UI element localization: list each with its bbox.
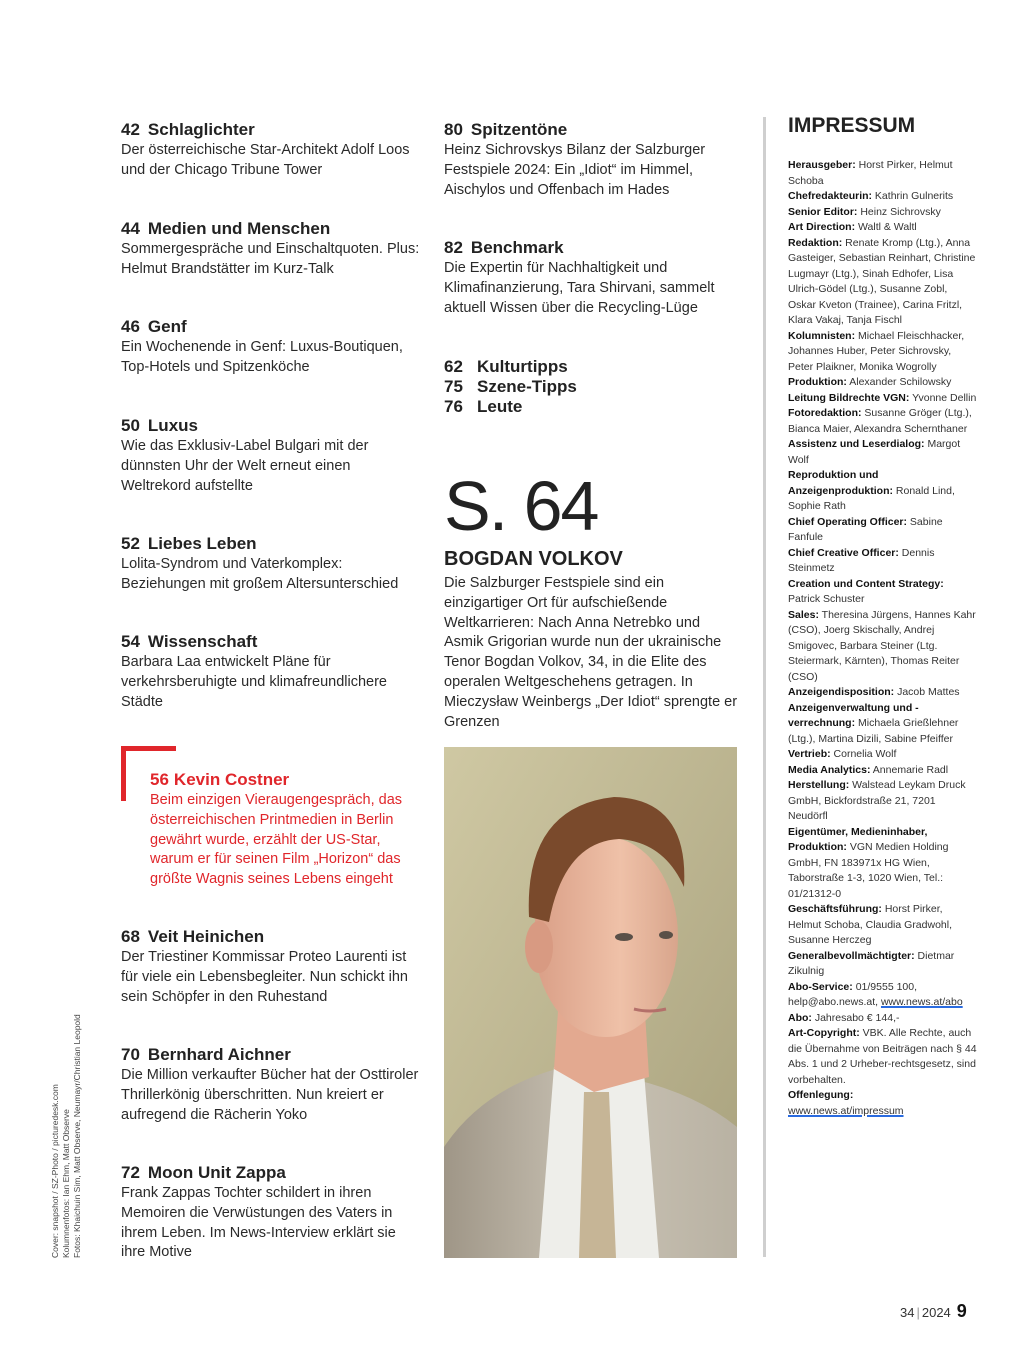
toc-page-number: 68 xyxy=(121,927,140,946)
toc-page-number: 70 xyxy=(121,1045,140,1064)
toc-title: Genf xyxy=(147,317,187,336)
impressum-item: Herstellung: Walstead Leykam Druck GmbH, Bickfordstraße 21, 7201 Neudörfl xyxy=(788,779,966,822)
toc-entry-highlighted[interactable] xyxy=(150,769,425,890)
toc-teaser: Die Million verkaufter Bücher hat der Osttiroler Thrillerkönig überschritten. Nun kreiert er aufregend die Rächerin Yoko xyxy=(121,1067,419,1123)
toc-entry[interactable] xyxy=(121,218,421,280)
impressum-item: Eigentümer, Medieninhaber, Produktion: VGN Medien Holding GmbH, FN 183971x HG Wien, Taborstraße 1-3, 1020 Wien, Tel.: 01/21312-0 xyxy=(788,825,949,900)
feature-page-number: S. 64 xyxy=(444,467,598,545)
toc-title: Moon Unit Zappa xyxy=(147,1163,286,1182)
toc-page-number: 54 xyxy=(121,632,140,651)
toc-page-number: 82 xyxy=(444,238,463,257)
impressum-item: Kolumnisten: Michael Fleischhacker, Johannes Huber, Peter Sichrovsky, Peter Plaikner, Monika Wogrolly xyxy=(788,329,965,373)
impressum-item: Vertrieb: Cornelia Wolf xyxy=(788,748,897,760)
toc-page-number: 52 xyxy=(121,534,140,553)
abo-link[interactable]: www.news.at/abo xyxy=(880,996,963,1008)
tips-item[interactable]: 76 Leute xyxy=(444,397,523,416)
impressum-item: Reproduktion und Anzeigenproduktion: Ronald Lind, Sophie Rath xyxy=(788,469,955,512)
toc-entry[interactable] xyxy=(121,1162,421,1263)
impressum-item: Sales: Theresina Jürgens, Hannes Kahr (CSO), Joerg Skischally, Andrej Smigovec, Barbara Steiner (Ltg. Steiermark, Kärnten), Thomas Reiter (CSO) xyxy=(788,608,976,683)
toc-entry[interactable] xyxy=(121,1044,421,1125)
toc-page-number: 72 xyxy=(121,1163,140,1182)
toc-entry[interactable] xyxy=(121,316,421,378)
toc-title: Medien und Menschen xyxy=(147,219,331,238)
impressum-item: Redaktion: Renate Kromp (Ltg.), Anna Gasteiger, Sebastian Reinhart, Christine Lugmayr (Ltg.), Sinah Edhofer, Lisa Ulrich-Gödel (Ltg.), Susanne Zobl, Oskar Kveton (Trainee), Carina Fritzl, Klara Vakaj, Tanja Fischl xyxy=(788,236,976,326)
toc-entry[interactable] xyxy=(444,119,744,200)
toc-entry[interactable] xyxy=(444,237,744,318)
impressum-item: Abo-Service: 01/9555 100, help@abo.news.at, www.news.at/abo xyxy=(788,980,963,1008)
toc-teaser: Sommergespräche und Einschaltquoten. Plus: Helmut Brandstätter im Kurz-Talk xyxy=(121,241,420,277)
feature-portrait-photo xyxy=(444,747,737,1258)
toc-title: Luxus xyxy=(147,416,198,435)
toc-teaser: Lolita-Syndrom und Vaterkomplex: Beziehungen mit großem Altersunterschied xyxy=(121,556,399,592)
impressum-item: Herausgeber: Horst Pirker, Helmut Schoba xyxy=(788,159,953,187)
tips-item[interactable]: 62 Kulturtipps xyxy=(444,357,568,376)
impressum-item: Senior Editor: Heinz Sichrovsky xyxy=(788,205,941,218)
toc-page-number: 42 xyxy=(121,120,140,139)
toc-teaser: Barbara Laa entwickelt Pläne für verkehrsberuhigte und klimafreundlichere Städte xyxy=(121,654,387,710)
toc-teaser: Frank Zappas Tochter schildert in ihren Memoiren die Verwüstungen des Vaters in ihrem Leben. Im News-Interview erklärt sie ihre Motive xyxy=(121,1185,396,1261)
impressum-item: Fotoredaktion: Susanne Gröger (Ltg.), Bianca Maier, Alexandra Schernthaner xyxy=(788,407,972,435)
photo-credits: Cover: snapshot / SZ-Photo / picturedesk.com Kolumnenfotos: Ian Ehm, Matt Observe Fotos: Khaichuin Sim, Matt Observe, Neumayr/Christian Leopold xyxy=(50,1014,82,1258)
tips-item[interactable]: 75 Szene-Tipps xyxy=(444,377,577,396)
toc-page-number: 56 xyxy=(150,770,169,789)
toc-title: Schlaglichter xyxy=(147,120,255,139)
toc-page-number: 46 xyxy=(121,317,140,336)
page-folio: 34 | 2024 9 xyxy=(900,1301,967,1321)
impressum-item: Chief Creative Officer: Dennis Steinmetz xyxy=(788,546,935,574)
toc-entry[interactable] xyxy=(121,119,421,181)
impressum-item: Assistenz und Leserdialog: Margot Wolf xyxy=(788,438,961,466)
impressum-item: Produktion: Alexander Schilowsky xyxy=(788,376,952,388)
toc-teaser: Beim einzigen Vieraugengespräch, das österreichischen Printmedien in Berlin gewährt wurde, erzählt der US-Star, warum er für seinen Film „Horizon“ das größte Wagnis seines Lebens eingeht xyxy=(150,792,403,888)
impressum-item: Art Direction: Waltl & Waltl xyxy=(788,221,917,233)
toc-title: Veit Heinichen xyxy=(147,927,265,946)
impressum-item: Leitung Bildrechte VGN: Yvonne Dellin xyxy=(788,391,977,404)
toc-teaser: Wie das Exklusiv-Label Bulgari mit der dünnsten Uhr der Welt erneut einen Weltrekord aufstellte xyxy=(121,438,369,494)
toc-teaser: Heinz Sichrovskys Bilanz der Salzburger Festspiele 2024: Ein „Idiot“ im Himmel, Aischylos und Offenbach im Hades xyxy=(444,142,706,198)
impressum-body xyxy=(788,158,978,1119)
toc-entry[interactable] xyxy=(121,926,421,1007)
toc-teaser: Ein Wochenende in Genf: Luxus-Boutiquen, Top-Hotels und Spitzenköche xyxy=(121,339,403,375)
page-number: 9 xyxy=(956,1301,967,1321)
toc-entry[interactable] xyxy=(121,415,421,496)
toc-entry[interactable] xyxy=(121,533,421,595)
toc-teaser: Die Expertin für Nachhaltigkeit und Klimafinanzierung, Tara Shirvani, sammelt aktuell Wissen über die Recycling-Lüge xyxy=(444,260,715,316)
impressum-item: Generalbevollmächtigter: Dietmar Zikulnig xyxy=(788,949,955,977)
column-divider xyxy=(763,117,766,1257)
toc-title: Bernhard Aichner xyxy=(147,1045,291,1064)
toc-page-number: 80 xyxy=(444,120,463,139)
toc-title: Benchmark xyxy=(470,238,564,257)
impressum-title: IMPRESSUM xyxy=(788,114,916,137)
toc-page-number: 44 xyxy=(121,219,140,238)
toc-title: Wissenschaft xyxy=(147,632,258,651)
toc-title: Spitzentöne xyxy=(470,120,568,139)
toc-page-number: 50 xyxy=(121,416,140,435)
impressum-item: Art-Copyright: VBK. Alle Rechte, auch die Übernahme von Beiträgen nach § 44 Abs. 1 und 2 Urheber-rechtsgesetz, sind vorbehalten. xyxy=(788,1027,977,1086)
toc-teaser: Der österreichische Star-Architekt Adolf Loos und der Chicago Tribune Tower xyxy=(121,142,410,178)
impressum-item: Creation und Content Strategy: Patrick Schuster xyxy=(788,577,944,605)
toc-entry[interactable] xyxy=(121,631,421,712)
impressum-item: Media Analytics: Annemarie Radl xyxy=(788,763,949,776)
impressum-item: Abo: Jahresabo € 144,- xyxy=(788,1011,900,1024)
impressum-item: Anzeigendisposition: Jacob Mattes xyxy=(788,686,960,698)
impressum-link[interactable]: www.news.at/impressum xyxy=(788,1104,904,1117)
feature-title[interactable]: BOGDAN VOLKOV xyxy=(444,548,623,570)
impressum-item: Anzeigenverwaltung und -verrechnung: Michaela Grießlehner (Ltg.), Martina Dizili, Sabine Pfeiffer xyxy=(788,701,959,745)
toc-title: Kevin Costner xyxy=(173,770,290,789)
impressum-item: Offenlegung: www.news.at/impressum xyxy=(788,1089,904,1117)
highlight-bracket xyxy=(121,746,176,801)
feature-teaser: Die Salzburger Festspiele sind ein einzigartiger Ort für aufschießende Weltkarrieren: Nach Anna Netrebko und Asmik Grigorian wurde nun der ukrainische Tenor Bogdan Volkov, 34, in die Elite des operalen Weltgeschehens getragen. In Mieczysław Weinbergs „Der Idiot“ sprengte er Grenzen xyxy=(444,575,738,730)
tips-list xyxy=(444,357,577,417)
impressum-item: Geschäftsführung: Horst Pirker, Helmut Schoba, Claudia Gradwohl, Susanne Herczeg xyxy=(788,903,953,946)
toc-teaser: Der Triestiner Kommissar Proteo Laurenti ist für viele ein Lebensbegleiter. Nun schickt ihn sein Schöpfer in den Ruhestand xyxy=(121,949,408,1005)
impressum-item: Chief Operating Officer: Sabine Fanfule xyxy=(788,515,943,543)
impressum-item: Chefredakteurin: Kathrin Gulnerits xyxy=(788,190,954,202)
issue-number: 34 xyxy=(900,1305,915,1320)
issue-year: 2024 xyxy=(921,1305,951,1320)
toc-title: Liebes Leben xyxy=(147,534,257,553)
